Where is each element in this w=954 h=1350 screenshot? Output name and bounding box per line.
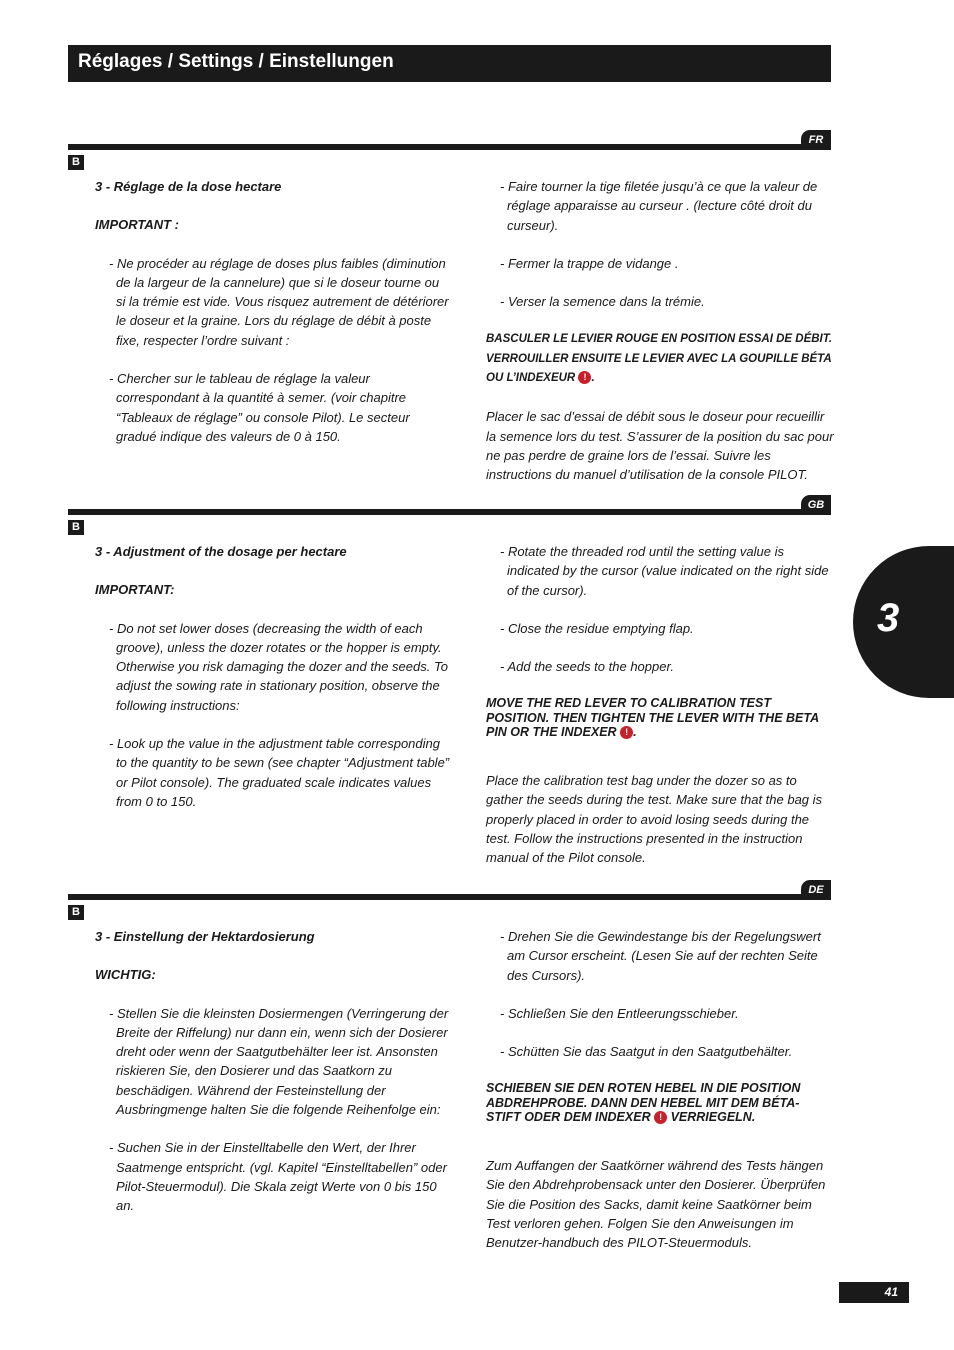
left-column xyxy=(95,927,450,1216)
warning-text-end: . xyxy=(633,725,637,740)
right-column xyxy=(486,177,834,485)
important-label: WICHTIG: xyxy=(95,967,156,983)
closing-paragraph: Place the calibration test bag under the dozer so as to gather the seeds during the test. Make sure that the bag is properly placed in order to avoid losing seeds during the test. Follow the instructions presented in the instruction manual of the Pilot console. xyxy=(486,772,823,866)
page-number: 41 xyxy=(839,1282,909,1303)
warning-text-end: . xyxy=(591,372,595,385)
section-de xyxy=(68,880,831,1270)
section-title: 3 - Einstellung der Hektardosierung xyxy=(95,929,315,944)
right-column xyxy=(486,927,834,1252)
warning-text-main: MOVE THE RED LEVER TO CALIBRATION TEST POSITION. THEN TIGHTEN THE LEVER WITH THE BETA PIN OR THE INDEXER xyxy=(486,696,819,740)
warning-text xyxy=(486,1081,834,1125)
closing-paragraph: Placer le sac d’essai de débit sous le doseur pour recueillir la semence lors du test. S’assurer de la position du sac pour ne pas perdre de graine lors de l’essai. Suivre les instructions du manuel d’utilisation de la console PILOT. xyxy=(486,409,834,483)
list-item: - Suchen Sie in der Einstelltabelle den Wert, der Ihrer Saatmenge entspricht. (vgl. Kapitel “Einstelltabellen” oder Pilot-Steuermodul). Die Skala zeigt Werte von 0 bis 150 an. xyxy=(109,1140,447,1214)
warning-icon: ! xyxy=(620,726,633,739)
list-item: - Ne procéder au réglage de doses plus faibles (diminution de la largeur de la cannelure) que si le doseur tourne ou si la trémie est vide. Vous risquez autrement de détériorer le doseur et la graine. Lors du réglage de débit à poste fixe, respecter l’ordre suivant : xyxy=(109,255,449,348)
list-item: - Verser la semence dans la trémie. xyxy=(500,294,705,310)
closing-paragraph: Zum Auffangen der Saatkörner während des Tests hängen Sie den Abdrehprobensack unter den Dosierer. Überprüfen Sie die Position des Sacks, damit keine Saatkörner beim Test verloren gehen. Folgen Sie den Anweisungen im Benutzer-handbuch des PILOT-Steuermoduls. xyxy=(486,1157,826,1251)
warning-text xyxy=(486,696,834,740)
warning-text-main: SCHIEBEN SIE DEN ROTEN HEBEL IN DIE POSITION ABDREHPROBE. DANN DEN HEBEL MIT DEM BÉTA-STIFT ODER DEM INDEXER xyxy=(486,1081,801,1125)
section-rule xyxy=(68,894,831,900)
list-item: - Add the seeds to the hopper. xyxy=(500,659,674,675)
section-title: 3 - Réglage de la dose hectare xyxy=(95,179,282,194)
list-item: - Close the residue emptying flap. xyxy=(500,620,694,636)
warning-icon: ! xyxy=(654,1111,667,1124)
list-item: - Fermer la trappe de vidange . xyxy=(500,255,679,271)
lang-tab-de: DE xyxy=(801,880,831,900)
right-column xyxy=(486,542,834,867)
lang-tab-fr: FR xyxy=(801,130,831,150)
left-column xyxy=(95,542,450,811)
list-item: - Chercher sur le tableau de réglage la valeur correspondant à la quantité à semer. (voir chapitre “Tableaux de réglage” ou console Pilot). Le secteur gradué indique des valeurs de 0 à 150. xyxy=(109,371,410,444)
section-marker: B xyxy=(68,155,84,170)
section-gb xyxy=(68,495,831,875)
list-item: - Do not set lower doses (decreasing the width of each groove), unless the dozer rotates or the hopper is empty. Otherwise you risk damaging the dozer and the seeds. To adjust the sowing rate in stationary position, observe the following instructions: xyxy=(109,620,448,713)
section-rule xyxy=(68,509,831,515)
list-item: - Faire tourner la tige filetée jusqu’à ce que la valeur de réglage apparaisse au curseur . (lecture côté droit du curseur). xyxy=(500,179,818,233)
list-item: - Stellen Sie die kleinsten Dosiermengen (Verringerung der Breite der Riffelung) nur dann ein, wenn sich der Dosierer dreht oder wenn der Saatgutbehälter leer ist. Ansonsten riskieren Sie, den Dosierer und das Saatkorn zu beschädigen. Während der Festeinstellung der Ausbringmenge halten Sie die folgende Reihenfolge ein: xyxy=(109,1005,449,1118)
section-rule xyxy=(68,144,831,150)
lang-tab-gb: GB xyxy=(801,495,831,515)
important-label: IMPORTANT: xyxy=(95,582,175,598)
list-item: - Rotate the threaded rod until the setting value is indicated by the cursor (value indicated on the right side of the cursor). xyxy=(500,544,829,598)
section-marker: B xyxy=(68,520,84,535)
page-header xyxy=(68,45,831,82)
warning-text-end: VERRIEGELN. xyxy=(670,1110,756,1125)
list-item: - Drehen Sie die Gewindestange bis der Regelungswert am Cursor erscheint. (Lesen Sie auf der rechten Seite des Cursors). xyxy=(500,929,821,983)
important-label: IMPORTANT : xyxy=(95,217,180,233)
chapter-number: 3 xyxy=(877,596,900,640)
section-marker: B xyxy=(68,905,84,920)
warning-text-main: BASCULER LE LEVIER ROUGE EN POSITION ESSAI DE DÉBIT. VERROUILLER ENSUITE LE LEVIER AVEC LA GOUPILLE BÉTA OU L’INDEXEUR xyxy=(486,333,833,385)
page-title: Réglages / Settings / Einstellungen xyxy=(78,51,394,72)
list-item: - Schließen Sie den Entleerungsschieber. xyxy=(500,1005,739,1021)
list-item: - Schütten Sie das Saatgut in den Saatgutbehälter. xyxy=(500,1044,793,1060)
section-fr xyxy=(68,130,834,490)
warning-text xyxy=(486,330,834,388)
warning-icon: ! xyxy=(578,371,591,384)
chapter-tab xyxy=(853,546,954,698)
section-title: 3 - Adjustment of the dosage per hectare xyxy=(95,544,347,559)
left-column xyxy=(95,177,450,446)
list-item: - Look up the value in the adjustment table corresponding to the quantity to be sewn (see chapter “Adjustment table” or Pilot console). The graduated scale indicates values from 0 to 150. xyxy=(109,736,450,809)
